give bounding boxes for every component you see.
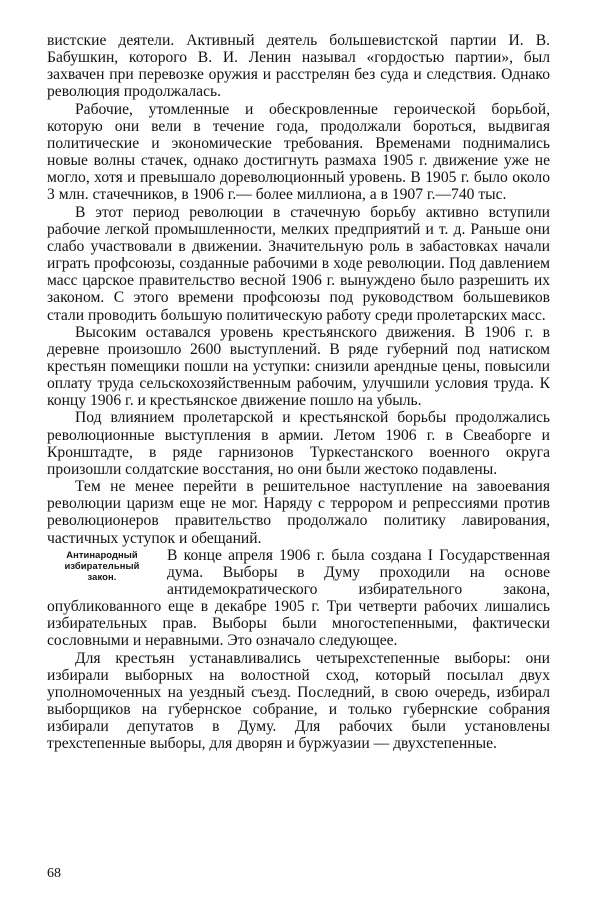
marginal-heading-line: избирательный bbox=[64, 559, 140, 571]
paragraph-trade-unions: В этот период революции в стачечную борьбу активно вступили рабочие легкой промышленности, мелких предприятий и т. д. Раньше они слабо участвовали в движении. Значительную роль в забастовках начали играть профсоюзы, созданные рабочими в ходе революции. Под давлением масс царское правительство весной 1906 г. вынуждено было разрешить их законом. С этого времени профсоюзы под руководством большевиков стали проводить большую политическую работу среди пролетарских масс. bbox=[47, 203, 550, 324]
marginal-heading-line: закон. bbox=[87, 570, 117, 582]
paragraph-election-stages: Для крестьян устанавливались четырехстепенные выборы: они избирали выборных на волостной сход, который посылал двух уполномоченных на уездный съезд. Последний, в свою очередь, избирал выборщиков на губернское собрание, и только губернские собрания избирали депутатов в Думу. Для рабочих были установлены трехстепенные выборы, для дворян и буржуазии — двухстепенные. bbox=[47, 649, 550, 753]
marginal-heading bbox=[47, 549, 157, 582]
paragraph-1-continuation: вистские деятели. Активный деятель большевистской партии И. В. Бабушкин, которого В. И. Ленин называл «гордостью партии», был захвачен при перевозке оружия и расстрелян без суда и следствия. Однако революция продолжалась. bbox=[47, 32, 550, 101]
paragraph-duma-election-law: В конце апреля 1906 г. была создана I Государственная дума. Выборы в Думу проходили на основе антидемократического избирательного закона, опубликованного еще в декабре 1905 г. Три четверти рабочих лишались избирательных прав. Выборы были многостепенными, фактически сословными и неравными. Это означало следующее. bbox=[47, 546, 550, 650]
paragraph-tsarism-maneuvering: Тем не менее перейти в решительное наступление на завоевания революции царизм еще не мог. Наряду с террором и репрессиями против революционеров правительство продолжало политику лавирования, частичных уступок и обещаний. bbox=[47, 478, 550, 547]
paragraph-duma-section bbox=[47, 547, 550, 650]
main-text bbox=[47, 32, 550, 753]
page-number: 68 bbox=[47, 866, 61, 881]
paragraph-peasant-movement: Высоким оставался уровень крестьянского движения. В 1906 г. в деревне произошло 2600 выступлений. В ряде губерний под натиском крестьян помещики пошли на уступки: снизили арендные цены, повысили оплату труда сельскохозяйственным рабочим, улучшили условия труда. К концу 1906 г. и крестьянское движение пошло на убыль. bbox=[47, 323, 550, 410]
paragraph-workers-strikes: Рабочие, утомленные и обескровленные героической борьбой, которую они вели в течение года, продолжали бороться, выдвигая политические и экономические требования. Временами поднимались новые волны стачек, однако достигнуть размаха 1905 г. движение уже не могло, хотя и превышало дореволюционный уровень. В 1905 г. было около 3 млн. стачечников, в 1906 г.— более миллиона, а в 1907 г.—740 тыс. bbox=[47, 100, 550, 204]
marginal-heading-line: Антинародный bbox=[66, 548, 138, 560]
paragraph-army-uprisings: Под влиянием пролетарской и крестьянской борьбы продолжались революционные выступления в армии. Летом 1906 г. в Свеаборге и Кронштадте, в ряде гарнизонов Туркестанского военного округа произошли солдатские восстания, но они были жестоко подавлены. bbox=[47, 409, 550, 478]
